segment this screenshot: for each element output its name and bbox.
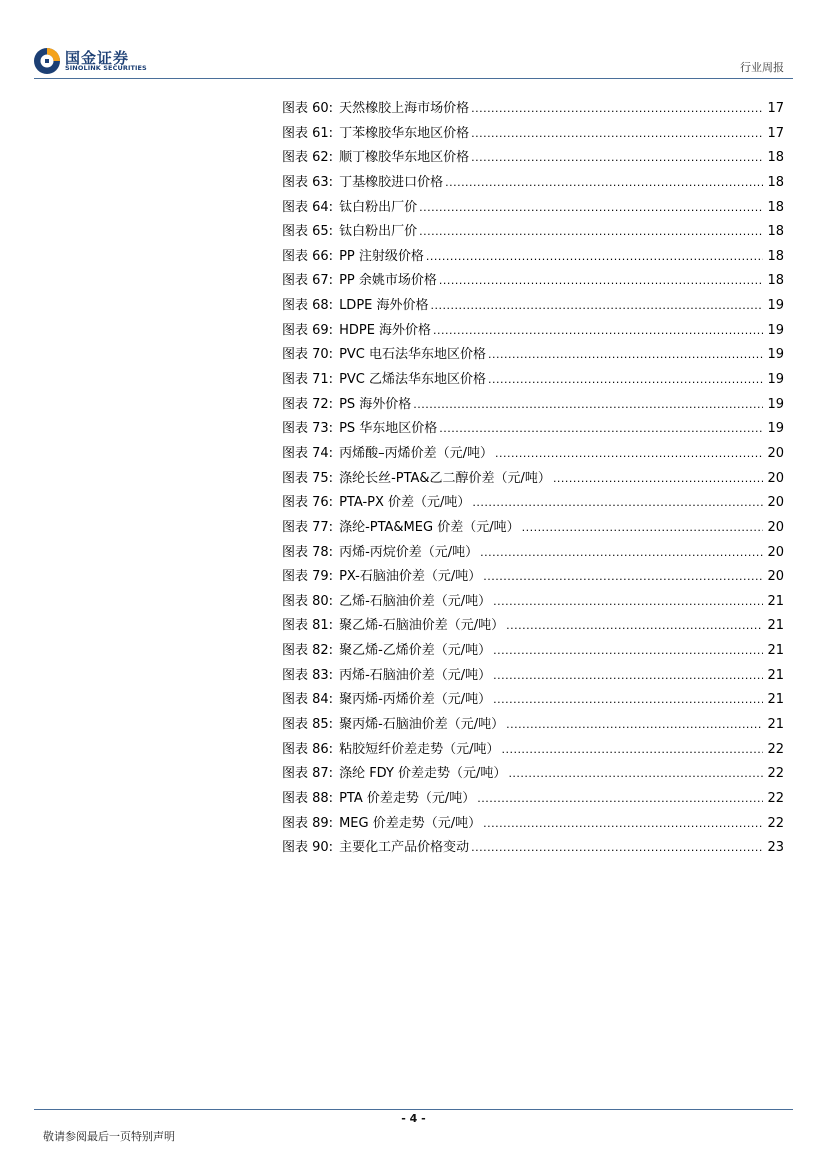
- toc-entry-title: 丙烯-石脑油价差（元/吨）: [339, 667, 492, 683]
- toc-entry-page: 17: [767, 125, 784, 141]
- toc-entry-page: 21: [767, 692, 784, 708]
- toc-entry[interactable]: [282, 839, 784, 864]
- toc-entry-title: HDPE 海外价格: [339, 322, 432, 338]
- toc-entry-label: 图表 87:: [282, 766, 334, 782]
- toc-dot-leader: [506, 617, 763, 634]
- toc-dot-leader: [477, 790, 763, 807]
- toc-entry-page: 19: [767, 396, 784, 412]
- toc-entry-title: 粘胶短纤价差走势（元/吨）: [339, 741, 500, 757]
- toc-entry-title: PS 华东地区价格: [339, 421, 438, 437]
- toc-entry-label: 图表 66:: [282, 248, 334, 264]
- toc-entry[interactable]: [282, 667, 784, 692]
- toc-dot-leader: [483, 815, 763, 832]
- toc-entry-page: 21: [767, 717, 784, 733]
- toc-entry-title: 涤纶-PTA&MEG 价差（元/吨）: [339, 519, 520, 535]
- toc-entry-label: 图表 79:: [282, 569, 334, 585]
- toc-dot-leader: [493, 642, 763, 659]
- toc-entry-label: 图表 76:: [282, 495, 334, 511]
- toc-entry[interactable]: [282, 100, 784, 125]
- toc-entry-title: PP 余姚市场价格: [339, 273, 437, 289]
- toc-entry-page: 21: [767, 643, 784, 659]
- toc-entry-page: 21: [767, 618, 784, 634]
- toc-entry-page: 19: [767, 347, 784, 363]
- toc-entry-label: 图表 77:: [282, 519, 334, 535]
- toc-entry[interactable]: [282, 470, 784, 495]
- toc-entry-title: 主要化工产品价格变动: [339, 840, 470, 856]
- toc-entry[interactable]: [282, 223, 784, 248]
- toc-entry-label: 图表 89:: [282, 815, 334, 831]
- toc-entry-title: 丙烯-丙烷价差（元/吨）: [339, 544, 479, 560]
- toc-entry-label: 图表 90:: [282, 840, 334, 856]
- toc-dot-leader: [472, 494, 763, 511]
- report-type: 行业周报: [740, 61, 784, 74]
- toc-dot-leader: [495, 445, 764, 462]
- toc-entry-page: 20: [767, 519, 784, 535]
- toc-entry-title: 涤纶 FDY 价差走势（元/吨）: [339, 766, 507, 782]
- toc-entry-page: 19: [767, 298, 784, 314]
- toc-entry[interactable]: [282, 544, 784, 569]
- header-divider: [34, 78, 793, 79]
- toc-dot-leader: [488, 346, 763, 363]
- toc-entry-title: 钛白粉出厂价: [339, 224, 418, 240]
- toc-entry-title: 顺丁橡胶华东地区价格: [339, 150, 470, 166]
- toc-entry-page: 21: [767, 667, 784, 683]
- footer-divider: [34, 1109, 793, 1110]
- toc-entry-title: 聚丙烯-丙烯价差（元/吨）: [339, 692, 492, 708]
- toc-dot-leader: [522, 519, 764, 536]
- company-logo: [30, 45, 160, 77]
- toc-entry-label: 图表 86:: [282, 741, 334, 757]
- toc-dot-leader: [426, 248, 764, 265]
- figure-list: [282, 100, 784, 864]
- toc-entry-label: 图表 81:: [282, 618, 334, 634]
- toc-entry[interactable]: [282, 322, 784, 347]
- toc-entry[interactable]: [282, 297, 784, 322]
- toc-entry-label: 图表 84:: [282, 692, 334, 708]
- toc-dot-leader: [433, 322, 763, 339]
- toc-dot-leader: [493, 667, 763, 684]
- toc-entry-title: PP 注射级价格: [339, 248, 424, 264]
- toc-entry-page: 18: [767, 199, 784, 215]
- toc-entry-label: 图表 75:: [282, 470, 334, 486]
- toc-entry-page: 23: [767, 840, 784, 856]
- toc-entry-title: PS 海外价格: [339, 396, 412, 412]
- toc-entry[interactable]: [282, 248, 784, 273]
- toc-entry-page: 22: [767, 815, 784, 831]
- toc-entry-title: 涤纶长丝-PTA&乙二醇价差（元/吨）: [339, 470, 551, 486]
- toc-dot-leader: [471, 100, 763, 117]
- brand-name-en: SINOLINK SECURITIES: [65, 64, 147, 72]
- toc-entry-label: 图表 78:: [282, 544, 334, 560]
- toc-dot-leader: [471, 839, 763, 856]
- toc-entry-page: 20: [767, 470, 784, 486]
- toc-entry-title: 聚丙烯-石脑油价差（元/吨）: [339, 717, 505, 733]
- toc-entry[interactable]: [282, 371, 784, 396]
- toc-entry-page: 19: [767, 322, 784, 338]
- toc-entry[interactable]: [282, 125, 784, 150]
- toc-entry-page: 18: [767, 150, 784, 166]
- toc-entry-title: PVC 乙烯法华东地区价格: [339, 372, 487, 388]
- toc-entry[interactable]: [282, 790, 784, 815]
- toc-entry-label: 图表 62:: [282, 150, 334, 166]
- toc-entry-label: 图表 74:: [282, 445, 334, 461]
- toc-entry-label: 图表 88:: [282, 790, 334, 806]
- toc-entry-page: 19: [767, 421, 784, 437]
- toc-entry-page: 17: [767, 101, 784, 116]
- toc-entry-label: 图表 60:: [282, 101, 334, 116]
- toc-entry-label: 图表 73:: [282, 421, 334, 437]
- toc-entry[interactable]: [282, 396, 784, 421]
- toc-entry[interactable]: [282, 149, 784, 174]
- toc-dot-leader: [493, 691, 763, 708]
- toc-dot-leader: [493, 593, 763, 610]
- toc-entry[interactable]: [282, 420, 784, 445]
- toc-dot-leader: [480, 544, 763, 561]
- page-number: - 4 -: [401, 1112, 426, 1125]
- toc-entry-title: 丁基橡胶进口价格: [339, 174, 444, 190]
- toc-entry-label: 图表 85:: [282, 717, 334, 733]
- toc-entry-title: LDPE 海外价格: [339, 298, 429, 314]
- toc-entry-label: 图表 69:: [282, 322, 334, 338]
- sinolink-logo-icon: [33, 47, 61, 75]
- toc-dot-leader: [501, 741, 763, 758]
- toc-entry[interactable]: [282, 346, 784, 371]
- toc-entry-label: 图表 82:: [282, 643, 334, 659]
- toc-dot-leader: [506, 716, 763, 733]
- toc-entry[interactable]: [282, 815, 784, 840]
- toc-entry[interactable]: [282, 691, 784, 716]
- toc-entry[interactable]: [282, 494, 784, 519]
- toc-entry-label: 图表 71:: [282, 372, 334, 388]
- disclaimer: 敬请参阅最后一页特别声明: [43, 1130, 175, 1143]
- toc-entry-page: 19: [767, 372, 784, 388]
- toc-entry-title: 聚乙烯-乙烯价差（元/吨）: [339, 643, 492, 659]
- toc-dot-leader: [445, 174, 763, 191]
- toc-dot-leader: [431, 297, 764, 314]
- toc-entry-page: 18: [767, 224, 784, 240]
- toc-entry-page: 22: [767, 790, 784, 806]
- toc-entry[interactable]: [282, 593, 784, 618]
- toc-entry-label: 图表 64:: [282, 199, 334, 215]
- brand-name-cn: 国金证券: [65, 49, 130, 67]
- toc-dot-leader: [553, 470, 764, 487]
- toc-entry-label: 图表 80:: [282, 593, 334, 609]
- toc-entry[interactable]: [282, 445, 784, 470]
- toc-entry[interactable]: [282, 642, 784, 667]
- toc-entry[interactable]: [282, 519, 784, 544]
- toc-entry-page: 18: [767, 248, 784, 264]
- toc-entry-page: 20: [767, 495, 784, 511]
- toc-entry[interactable]: [282, 617, 784, 642]
- toc-entry-label: 图表 70:: [282, 347, 334, 363]
- toc-dot-leader: [419, 199, 763, 216]
- toc-entry[interactable]: [282, 765, 784, 790]
- toc-entry[interactable]: [282, 199, 784, 224]
- toc-entry-title: 丙烯酸–丙烯价差（元/吨）: [339, 445, 493, 461]
- toc-dot-leader: [471, 125, 763, 142]
- toc-dot-leader: [471, 149, 763, 166]
- toc-entry-label: 图表 72:: [282, 396, 334, 412]
- toc-entry-page: 18: [767, 273, 784, 289]
- toc-dot-leader: [413, 396, 763, 413]
- toc-entry-title: PTA 价差走势（元/吨）: [339, 790, 476, 806]
- toc-dot-leader: [439, 420, 763, 437]
- toc-dot-leader: [488, 371, 763, 388]
- toc-entry-label: 图表 61:: [282, 125, 334, 141]
- toc-entry-page: 20: [767, 569, 784, 585]
- toc-entry-page: 22: [767, 741, 784, 757]
- toc-entry[interactable]: [282, 716, 784, 741]
- toc-entry-page: 18: [767, 174, 784, 190]
- toc-entry[interactable]: [282, 272, 784, 297]
- toc-entry-label: 图表 65:: [282, 224, 334, 240]
- toc-entry-page: 22: [767, 766, 784, 782]
- toc-dot-leader: [483, 568, 763, 585]
- toc-entry-label: 图表 67:: [282, 273, 334, 289]
- toc-dot-leader: [508, 765, 763, 782]
- toc-entry-page: 21: [767, 593, 784, 609]
- toc-dot-leader: [419, 223, 763, 240]
- toc-entry[interactable]: [282, 174, 784, 199]
- toc-entry-title: MEG 价差走势（元/吨）: [339, 815, 482, 831]
- toc-entry-title: PTA-PX 价差（元/吨）: [339, 495, 471, 511]
- toc-entry[interactable]: [282, 741, 784, 766]
- toc-entry-page: 20: [767, 445, 784, 461]
- page-header: [0, 0, 827, 80]
- toc-entry-title: 天然橡胶上海市场价格: [339, 101, 470, 116]
- toc-entry-title: 乙烯-石脑油价差（元/吨）: [339, 593, 492, 609]
- toc-entry-title: 丁苯橡胶华东地区价格: [339, 125, 470, 141]
- toc-entry[interactable]: [282, 568, 784, 593]
- toc-entry-title: PX-石脑油价差（元/吨）: [339, 569, 482, 585]
- toc-entry-title: 聚乙烯-石脑油价差（元/吨）: [339, 618, 505, 634]
- toc-entry-label: 图表 68:: [282, 298, 334, 314]
- toc-entry-title: 钛白粉出厂价: [339, 199, 418, 215]
- toc-entry-label: 图表 63:: [282, 174, 334, 190]
- toc-dot-leader: [439, 272, 764, 289]
- toc-entry-title: PVC 电石法华东地区价格: [339, 347, 487, 363]
- toc-entry-label: 图表 83:: [282, 667, 334, 683]
- toc-entry-page: 20: [767, 544, 784, 560]
